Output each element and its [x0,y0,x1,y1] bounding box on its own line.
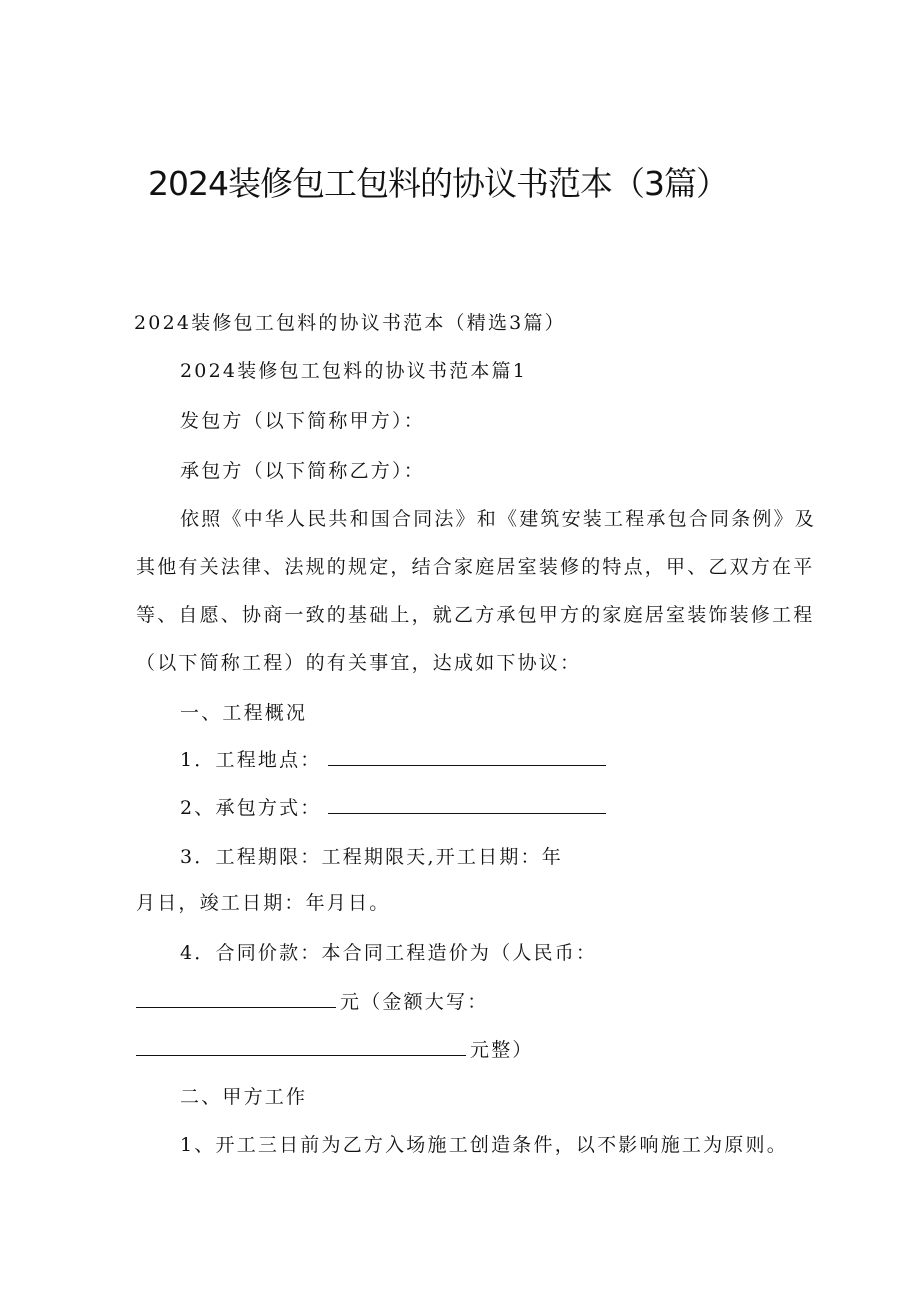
party-a-line: 发包方（以下简称甲方）： [180,410,425,432]
paragraph-line: （以下简称工程）的有关事宜，达成如下协议： [136,652,582,674]
clause-line: 3．工程期限：工程期限天,开工日期：年 [180,846,563,868]
clause-label: 2、承包方式： [180,797,322,819]
clause-heading: 二、甲方工作 [180,1086,308,1108]
paragraph-line: 依照《中华人民共和国合同法》和《建筑安装工程承包合同条例》及 [180,508,817,530]
clause-line [180,747,610,772]
section-heading: 2024装修包工包料的协议书范本篇1 [180,360,528,382]
party-b-line: 承包方（以下简称乙方）： [180,460,425,482]
fill-in-blank [136,1037,466,1056]
paragraph-line: 其他有关法律、法规的规定，结合家庭居室装修的特点，甲、乙双方在平 [136,556,815,578]
clause-line: 4．合同价款：本合同工程造价为（人民币： [180,942,598,964]
paragraph-line: 等、自愿、协商一致的基础上，就乙方承包甲方的家庭居室装饰装修工程 [136,604,815,626]
clause-heading: 一、工程概况 [180,702,308,724]
clause-line [136,989,488,1014]
clause-label: 1．工程地点： [180,749,322,771]
subtitle-line: 2024装修包工包料的协议书范本（精选3篇） [134,312,566,334]
fill-in-blank [136,989,336,1008]
clause-line [180,795,610,820]
document-title: 2024装修包工包料的协议书范本（3篇） [148,164,728,203]
clause-text: 元（金额大写： [340,991,489,1013]
fill-in-blank [328,795,606,814]
fill-in-blank [328,747,606,766]
clause-line: 月日，竣工日期：年月日。 [136,892,391,914]
clause-text: 元整） [470,1039,534,1061]
clause-line: 1、开工三日前为乙方入场施工创造条件，以不影响施工为原则。 [180,1134,788,1156]
clause-line [136,1037,534,1062]
